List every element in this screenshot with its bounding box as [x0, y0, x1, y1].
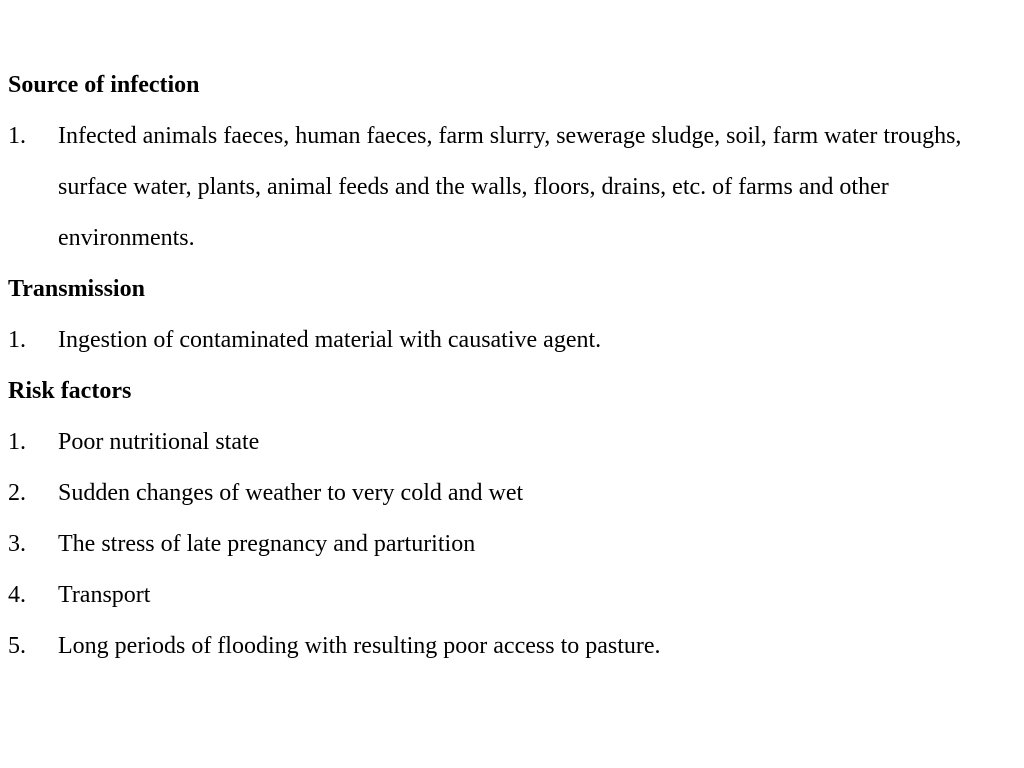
section-heading: Risk factors [8, 378, 132, 404]
list-item-text: Infected animals faeces, human faeces, farm slurry, sewerage sludge, soil, farm water troughs, surface water, plants, animal feeds and the walls, floors, drains, etc. of farms and other environments. [58, 123, 962, 251]
slide-content [8, 60, 1008, 672]
list-item-number: 1. [8, 123, 26, 149]
list-item [8, 315, 1008, 366]
list-item [8, 621, 1008, 672]
list-item [8, 111, 1008, 264]
section-transmission [8, 264, 1008, 366]
list-item-number: 1. [8, 429, 26, 455]
list-item-number: 1. [8, 327, 26, 353]
section-heading: Source of infection [8, 72, 200, 98]
list-item [8, 519, 1008, 570]
list-item-text: Sudden changes of weather to very cold and wet [58, 480, 524, 506]
list-item-number: 2. [8, 480, 26, 506]
list-item [8, 468, 1008, 519]
list-item-text: Transport [58, 582, 151, 608]
list-item-text: Poor nutritional state [58, 429, 260, 455]
section-risk-factors [8, 366, 1008, 672]
list-item-text: Long periods of flooding with resulting poor access to pasture. [58, 633, 661, 659]
list-item-text: The stress of late pregnancy and parturition [58, 531, 476, 557]
list-item [8, 570, 1008, 621]
list-item-number: 5. [8, 633, 26, 659]
list-item-text: Ingestion of contaminated material with causative agent. [58, 327, 602, 353]
section-source-of-infection [8, 60, 1008, 264]
list-item-number: 3. [8, 531, 26, 557]
list-item [8, 417, 1008, 468]
section-heading: Transmission [8, 276, 145, 302]
list-item-number: 4. [8, 582, 26, 608]
